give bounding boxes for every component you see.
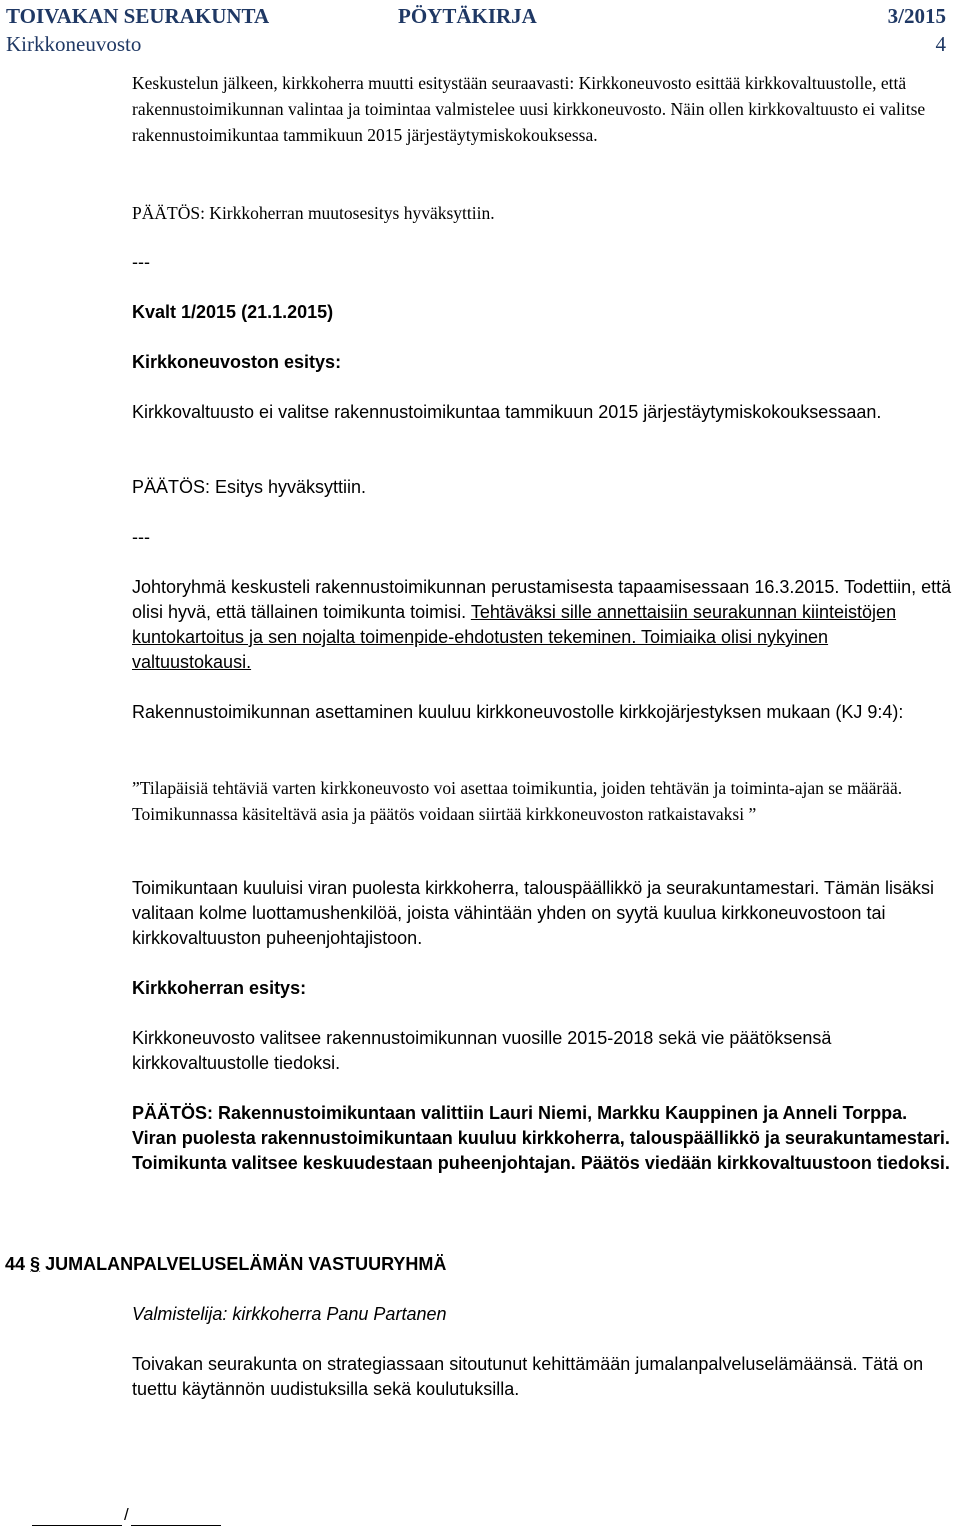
- decision-2: PÄÄTÖS: Esitys hyväksyttiin.: [132, 477, 367, 497]
- discussion-paragraph: Keskustelun jälkeen, kirkkoherra muutti esitystään seuraavasti: Kirkkoneuvosto esittää kirkkovaltuustolle, että rakennustoimikunnan valintaa ja toimintaa valmistelee uusi kirkkoneuvosto. Näin ollen kirkkovaltuusto ei valitse rakennustoimikuntaa tammikuun 2015 järjestäytymiskokouksessa.: [132, 73, 926, 145]
- page-header: [6, 4, 946, 56]
- org-name: TOIVAKAN SEURAKUNTA: [6, 4, 270, 28]
- doc-number: 3/2015: [887, 4, 946, 28]
- signature-separator: /: [124, 1505, 129, 1524]
- strategy-paragraph: Toivakan seurakunta on strategiassaan sitoutunut kehittämään jumalanpalveluselämäänsä. Tätä on tuettu käytännön uudistuksilla sekä koulutuksilla.: [132, 1354, 924, 1399]
- management-paragraph: [132, 575, 952, 675]
- signature-blank-left: [32, 1505, 122, 1526]
- section-heading: [5, 1252, 446, 1277]
- signature-line: [32, 1504, 221, 1526]
- separator-1: ---: [132, 252, 150, 272]
- task-text-underlined: Tehtäväksi sille annettaisiin seurakunnan kiinteistöjen kuntokartoitus ja sen nojalta toimenpide-ehdotusten tekeminen. Toimiaika olisi nykyinen valtuustokausi.: [132, 602, 897, 672]
- signature-blank-right: [131, 1505, 221, 1526]
- council-proposal-heading: Kirkkoneuvoston esitys:: [132, 352, 342, 372]
- separator-2: ---: [132, 527, 150, 547]
- section-sign: §: [30, 1254, 41, 1274]
- section-title: JUMALANPALVELUSELÄMÄN VASTUURYHMÄ: [45, 1254, 447, 1274]
- doc-type: PÖYTÄKIRJA: [398, 4, 537, 28]
- vicar-proposal-text: Kirkkoneuvosto valitsee rakennustoimikunnan vuosille 2015-2018 sekä vie päätöksensä kirkkovaltuustolle tiedoksi.: [132, 1028, 832, 1073]
- council-proposal-text: Kirkkovaltuusto ei valitse rakennustoimikuntaa tammikuun 2015 järjestäytymiskokouksessaan.: [132, 402, 882, 422]
- body-name: Kirkkoneuvosto: [6, 32, 142, 56]
- management-text: Johtoryhmä keskusteli rakennustoimikunnan perustamisesta tapaamisessaan 16.3.2015. Todettiin, että olisi hyvä, että tällainen toimikunta toimisi.: [132, 577, 952, 622]
- church-order-quote: ”Tilapäisiä tehtäviä varten kirkkoneuvosto voi asettaa toimikuntia, joiden tehtävän ja toiminta-ajan se määrää. Toimikunnassa käsiteltävä asia ja päätös voidaan siirtää kirkkoneuvoston ratkaistavaksi ”: [132, 778, 903, 824]
- decision-3: PÄÄTÖS: Rakennustoimikuntaan valittiin Lauri Niemi, Markku Kauppinen ja Anneli Torppa. Viran puolesta rakennustoimikuntaan kuuluu kirkkoherra, talouspäällikkö ja seurakuntamestari. Toimikunta valitsee keskuudestaan puheenjohtajan. Päätös viedään kirkkovaltuustoon tiedoksi.: [132, 1103, 950, 1173]
- committee-composition: Toimikuntaan kuuluisi viran puolesta kirkkoherra, talouspäällikkö ja seurakuntamestari. Tämän lisäksi valitaan kolme luottamushenkilöä, joista vähintään yhden on syytä kuulua kirkkoneuvostoon tai kirkkovaltuuston puheenjohtajistoon.: [132, 878, 935, 948]
- church-order-paragraph: Rakennustoimikunnan asettaminen kuuluu kirkkoneuvostolle kirkkojärjestyksen mukaan (KJ 9:4):: [132, 702, 904, 722]
- section-number: 44: [5, 1254, 26, 1274]
- kvalt-heading: Kvalt 1/2015 (21.1.2015): [132, 302, 334, 322]
- vicar-proposal-heading: Kirkkoherran esitys:: [132, 978, 307, 998]
- decision-1: PÄÄTÖS: Kirkkoherran muutosesitys hyväksyttiin.: [132, 203, 495, 223]
- page-number: 4: [935, 32, 946, 56]
- preparer-line: Valmistelija: kirkkoherra Panu Partanen: [132, 1304, 447, 1324]
